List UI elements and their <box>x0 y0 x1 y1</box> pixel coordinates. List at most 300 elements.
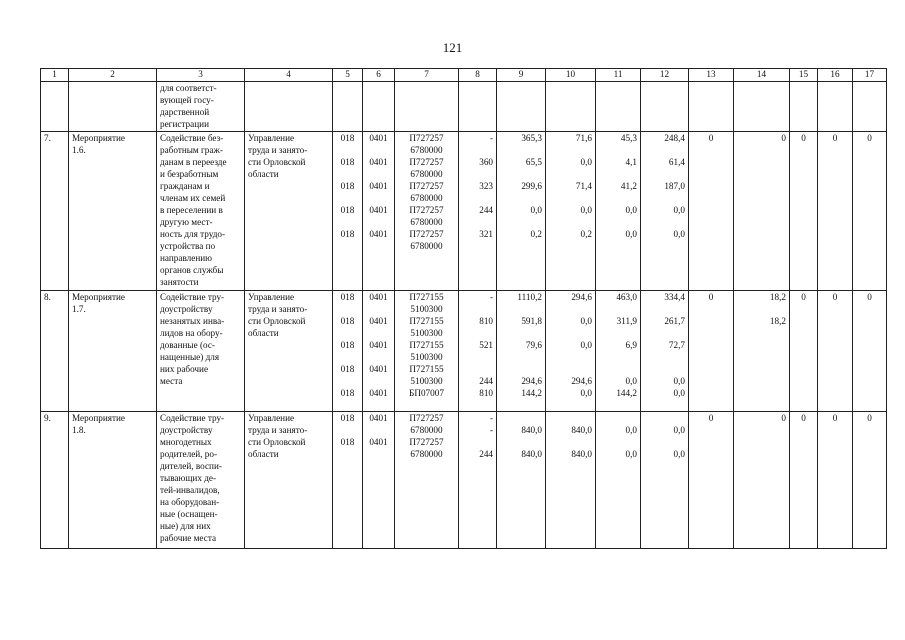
col-12-value <box>641 132 689 291</box>
cell-line: П727155 <box>409 316 444 326</box>
cell-line: членам их семей <box>160 193 226 203</box>
executor <box>245 291 333 412</box>
col-5-value <box>333 412 363 549</box>
cell-line: 5100300 <box>410 352 443 362</box>
cell-line: занятости <box>160 277 199 287</box>
col-10-value <box>546 132 596 291</box>
col-11-value <box>596 291 641 412</box>
col-13-value <box>689 291 734 412</box>
cell-line <box>500 192 542 204</box>
col-11-value <box>596 412 641 549</box>
cell-line: 334,4 <box>664 292 685 302</box>
cell-line: 0 <box>867 413 872 423</box>
col-8-value <box>459 412 497 549</box>
cell-line: области <box>248 449 279 459</box>
cell-line: 018 <box>340 133 355 143</box>
cell-line: 0 <box>708 133 714 143</box>
cell-line: 65,5 <box>525 157 542 167</box>
col-16-value <box>818 412 853 549</box>
row-number <box>41 291 69 412</box>
cell-line <box>462 351 493 363</box>
cell-line: 0,0 <box>580 388 592 398</box>
cell-line: в переселении в <box>160 205 223 215</box>
header-cell: 14 <box>734 69 790 82</box>
cell-line: 0401 <box>369 205 388 215</box>
cell-line: 0,0 <box>625 449 637 459</box>
cell-line: 323 <box>479 181 493 191</box>
col-10-value <box>546 412 596 549</box>
measure-name <box>69 291 157 412</box>
cell-line: 840,0 <box>571 449 592 459</box>
cell-line <box>500 351 542 363</box>
cell-line <box>366 375 391 387</box>
cell-line <box>500 144 542 156</box>
program-table <box>40 68 887 549</box>
cell-line <box>366 144 391 156</box>
header-cell: 8 <box>459 69 497 82</box>
cell-line: П727257 <box>409 205 444 215</box>
cell-line: 810 <box>479 388 493 398</box>
cell-line: 144,2 <box>616 388 637 398</box>
cell-line: области <box>248 328 279 338</box>
cell-line: 0401 <box>369 413 388 423</box>
cell-line: ные) для них <box>160 521 211 531</box>
cell-line: П727257 <box>409 181 444 191</box>
cell-line: 0 <box>832 292 838 302</box>
cell-line <box>462 216 493 228</box>
cell-line: дителей, воспи- <box>160 461 222 471</box>
cell-line: на оборудован- <box>160 497 220 507</box>
cell-line: Управление <box>248 133 295 143</box>
cell-line: БП07007 <box>409 388 444 398</box>
cell-line: 6780000 <box>410 449 443 459</box>
header-cell: 2 <box>69 69 157 82</box>
cell-line: лидов на обору- <box>160 328 223 338</box>
table-row <box>41 291 887 412</box>
cell-line: 018 <box>340 181 355 191</box>
measure-description <box>157 412 245 549</box>
cell-line: 0,0 <box>625 229 637 239</box>
col-9-value <box>497 291 546 412</box>
header-cell: 4 <box>245 69 333 82</box>
cell-line: доустройству <box>160 304 213 314</box>
cell-line: места <box>160 376 183 386</box>
cell-line: 0401 <box>369 437 388 447</box>
cell-line: 294,6 <box>521 376 542 386</box>
header-cell: 15 <box>790 69 818 82</box>
col-13-value <box>689 132 734 291</box>
col-15-value <box>790 291 818 412</box>
cell-line <box>366 168 391 180</box>
cell-line: устройства по <box>160 241 216 251</box>
cell-line: Мероприятие <box>72 133 125 143</box>
cell-line: регистрации <box>160 119 209 129</box>
cell-line <box>737 303 786 315</box>
header-cell: 12 <box>641 69 689 82</box>
executor <box>245 132 333 291</box>
col-6-value <box>363 132 395 291</box>
cell-line: П727257 <box>409 229 444 239</box>
col-5-value <box>333 291 363 412</box>
cell-line: многодетных <box>160 437 212 447</box>
cell-line: Управление <box>248 413 295 423</box>
cell-line: 0 <box>801 133 806 143</box>
col-10-value <box>546 291 596 412</box>
col-16-value <box>818 291 853 412</box>
cell-line <box>462 303 493 315</box>
measure-name <box>69 132 157 291</box>
cell-line <box>462 436 493 448</box>
col-14-value <box>734 132 790 291</box>
cell-line: 0,2 <box>580 229 592 239</box>
cell-line: 0 <box>708 292 714 302</box>
cell-line: гражданам и <box>160 181 210 191</box>
cell-line: 0,0 <box>580 205 592 215</box>
cell-line <box>644 363 685 375</box>
cell-line: 18,2 <box>769 292 786 302</box>
cell-line <box>336 375 359 387</box>
cell-line: работным граж- <box>160 145 223 155</box>
cell-line: 018 <box>340 340 355 350</box>
cell-line: 5100300 <box>410 328 443 338</box>
cell-line: 244 <box>479 449 493 459</box>
cell-line <box>336 303 359 315</box>
measure-description <box>157 291 245 412</box>
cell-line: 0,0 <box>625 376 637 386</box>
cell-line <box>599 168 637 180</box>
col-6-value <box>363 291 395 412</box>
col-14-value <box>734 291 790 412</box>
cell-line <box>500 303 542 315</box>
cell-line <box>644 351 685 363</box>
cell-line: Содействие без- <box>160 133 224 143</box>
cell-line: 72,7 <box>668 340 685 350</box>
cell-line: тывающих де- <box>160 473 217 483</box>
cell-line: 0,0 <box>625 425 637 435</box>
cell-line: 521 <box>479 340 493 350</box>
cell-line: - <box>489 413 493 423</box>
cell-line: доустройству <box>160 425 213 435</box>
col-17-value <box>853 412 887 549</box>
cell-line: 0401 <box>369 316 388 326</box>
cell-line: дарственной <box>160 107 210 117</box>
header-cell: 3 <box>157 69 245 82</box>
cell-line: 463,0 <box>616 292 637 302</box>
header-cell: 7 <box>395 69 459 82</box>
cell-line <box>644 192 685 204</box>
cell-line <box>599 412 637 424</box>
cell-line: рабочие места <box>160 533 217 543</box>
cell-line <box>599 303 637 315</box>
cell-line: ные (оснащен- <box>160 509 218 519</box>
cell-line: 0401 <box>369 388 388 398</box>
cell-line: 018 <box>340 229 355 239</box>
cell-line: Мероприятие <box>72 292 125 302</box>
cell-line: 1110,2 <box>517 292 542 302</box>
cell-line: 0,0 <box>580 316 592 326</box>
col-15-value <box>790 132 818 291</box>
cell-line: 18,2 <box>769 316 786 326</box>
col-16-value <box>818 132 853 291</box>
cell-line: 6780000 <box>410 425 443 435</box>
cell-line: Содействие тру- <box>160 292 225 302</box>
table-row <box>41 132 887 291</box>
cell-line <box>599 216 637 228</box>
cell-line <box>336 424 359 436</box>
cell-line: 1.8. <box>72 425 86 435</box>
cell-line: Содействие тру- <box>160 413 225 423</box>
col-11-value <box>596 132 641 291</box>
cell-line: 61,4 <box>668 157 685 167</box>
cell-line: области <box>248 169 279 179</box>
header-cell: 10 <box>546 69 596 82</box>
cell-line: 0,0 <box>625 205 637 215</box>
cell-line: дованные (ос- <box>160 340 215 350</box>
cell-line: 0,0 <box>673 449 685 459</box>
cell-line: для соответст- <box>160 83 217 93</box>
cell-line: 0 <box>781 413 786 423</box>
header-cell: 9 <box>497 69 546 82</box>
cell-line: П727257 <box>409 413 444 423</box>
cell-line: - <box>489 133 493 143</box>
cell-line: нащенные) для <box>160 352 220 362</box>
cell-line: и безработным <box>160 169 219 179</box>
cell-line <box>599 327 637 339</box>
cell-line <box>336 168 359 180</box>
cell-line <box>336 216 359 228</box>
cell-line <box>549 412 592 424</box>
cell-line: сти Орловской <box>248 316 306 326</box>
cell-line: 6780000 <box>410 169 443 179</box>
cell-line: труда и занято- <box>248 304 308 314</box>
header-cell: 13 <box>689 69 734 82</box>
cell-line: 6780000 <box>410 145 443 155</box>
page-number: 121 <box>442 40 463 55</box>
cell-line: 840,0 <box>571 425 592 435</box>
col-7-value <box>395 132 459 291</box>
cell-line: 5100300 <box>410 304 443 314</box>
col-12-value <box>641 412 689 549</box>
cell-line: 018 <box>340 292 355 302</box>
header-cell: 5 <box>333 69 363 82</box>
col-9-value <box>497 412 546 549</box>
header-row <box>41 69 887 82</box>
cell-line: 0,2 <box>530 229 542 239</box>
cell-line <box>366 351 391 363</box>
cell-line: труда и занято- <box>248 425 308 435</box>
cell-line <box>500 412 542 424</box>
cell-line: П727257 <box>409 157 444 167</box>
measure-description <box>157 132 245 291</box>
cell-line <box>599 363 637 375</box>
cell-line <box>549 363 592 375</box>
col-12-value <box>641 291 689 412</box>
cell-line: 0 <box>832 133 838 143</box>
cell-line: 311,9 <box>616 316 637 326</box>
cell-line <box>336 144 359 156</box>
cell-line: 0,0 <box>580 157 592 167</box>
table-row <box>41 412 887 549</box>
cell-line: 144,2 <box>521 388 542 398</box>
continuation-row <box>41 82 887 132</box>
cell-line: 6780000 <box>410 241 443 251</box>
cell-line: 244 <box>479 205 493 215</box>
cell-line <box>500 436 542 448</box>
cell-line: 810 <box>479 316 493 326</box>
cell-line: тей-инвалидов, <box>160 485 220 495</box>
cell-line: ность для трудо- <box>160 229 226 239</box>
cell-line: 71,4 <box>575 181 592 191</box>
cell-line: 018 <box>340 437 355 447</box>
cell-line <box>549 303 592 315</box>
cell-line: них рабочие <box>160 364 209 374</box>
cell-line: 0401 <box>369 157 388 167</box>
cell-line: 244 <box>479 376 493 386</box>
cell-line: - <box>489 425 493 435</box>
cell-line: другую мест- <box>160 217 213 227</box>
col-8-value <box>459 291 497 412</box>
cell-line: 79,6 <box>525 340 542 350</box>
cell-line: 0 <box>801 292 806 302</box>
col-14-value <box>734 412 790 549</box>
cell-line: 1.6. <box>72 145 86 155</box>
cell-line: сти Орловской <box>248 437 306 447</box>
cell-line: 294,6 <box>571 376 592 386</box>
cell-line: 0,0 <box>673 229 685 239</box>
cell-line: 6780000 <box>410 193 443 203</box>
col-9-value <box>497 132 546 291</box>
cell-line <box>644 168 685 180</box>
cell-line: 6,9 <box>625 340 637 350</box>
cell-line: 45,3 <box>620 133 637 143</box>
header-cell: 6 <box>363 69 395 82</box>
cell-line <box>549 216 592 228</box>
cell-line: вующей госу- <box>160 95 214 105</box>
cell-line: П727155 <box>409 364 444 374</box>
header-cell: 16 <box>818 69 853 82</box>
cell-line <box>366 192 391 204</box>
cell-line: 9. <box>44 413 51 423</box>
cell-line: 0,0 <box>530 205 542 215</box>
executor <box>245 412 333 549</box>
cell-line: 0 <box>708 413 714 423</box>
cell-line <box>549 144 592 156</box>
cell-line: направлению <box>160 253 213 263</box>
cell-line: 0,0 <box>673 376 685 386</box>
cell-line <box>366 216 391 228</box>
row-number <box>41 132 69 291</box>
cell-line: Управление <box>248 292 295 302</box>
cell-line <box>462 363 493 375</box>
cell-line <box>644 327 685 339</box>
cell-line: 018 <box>340 364 355 374</box>
cell-line: родителей, ро- <box>160 449 218 459</box>
cell-line <box>644 436 685 448</box>
cell-line <box>366 424 391 436</box>
cell-line: 187,0 <box>664 181 685 191</box>
cell-line <box>366 303 391 315</box>
cell-line <box>336 351 359 363</box>
cell-line: труда и занято- <box>248 145 308 155</box>
cell-line: 840,0 <box>521 449 542 459</box>
row-number <box>41 412 69 549</box>
cell-line <box>336 192 359 204</box>
cell-line: 261,7 <box>664 316 685 326</box>
cell-line: 0 <box>781 133 786 143</box>
cell-line: 0 <box>867 292 872 302</box>
header-cell: 1 <box>41 69 69 82</box>
cell-line: 591,8 <box>521 316 542 326</box>
cell-line: 840,0 <box>521 425 542 435</box>
cell-line <box>599 144 637 156</box>
cell-line <box>644 303 685 315</box>
col-6-value <box>363 412 395 549</box>
col-8-value <box>459 132 497 291</box>
cell-line: 0401 <box>369 340 388 350</box>
cell-line <box>644 144 685 156</box>
col-17-value <box>853 132 887 291</box>
cell-line: 0401 <box>369 133 388 143</box>
header-cell: 11 <box>596 69 641 82</box>
cell-line: 1.7. <box>72 304 86 314</box>
cell-line: 8. <box>44 292 51 302</box>
cell-line <box>366 327 391 339</box>
cell-line: органов службы <box>160 265 224 275</box>
cell-line <box>644 412 685 424</box>
cell-line: 7. <box>44 133 51 143</box>
cell-line <box>500 363 542 375</box>
cell-line <box>462 168 493 180</box>
cell-line <box>549 351 592 363</box>
cell-line: 365,3 <box>521 133 542 143</box>
cell-line <box>599 351 637 363</box>
cell-line: 0,0 <box>673 388 685 398</box>
cell-line: 360 <box>479 157 493 167</box>
cell-line: 0 <box>832 413 838 423</box>
cell-line <box>549 327 592 339</box>
cell-line: данам в переезде <box>160 157 227 167</box>
cell-line: П727155 <box>409 292 444 302</box>
header-cell: 17 <box>853 69 887 82</box>
cell-line: незанятых инва- <box>160 316 225 326</box>
cell-line <box>500 327 542 339</box>
continuation-text <box>157 82 245 132</box>
cell-line: 0 <box>867 133 872 143</box>
cell-line: 71,6 <box>575 133 592 143</box>
cell-line <box>599 436 637 448</box>
cell-line: 0401 <box>369 181 388 191</box>
cell-line: 321 <box>479 229 493 239</box>
cell-line: Мероприятие <box>72 413 125 423</box>
cell-line: 0 <box>801 413 806 423</box>
cell-line <box>549 192 592 204</box>
cell-line <box>599 192 637 204</box>
cell-line <box>644 216 685 228</box>
cell-line: 018 <box>340 316 355 326</box>
cell-line: 6780000 <box>410 217 443 227</box>
cell-line <box>462 144 493 156</box>
cell-line: 299,6 <box>521 181 542 191</box>
cell-line: 0401 <box>369 229 388 239</box>
cell-line: сти Орловской <box>248 157 306 167</box>
cell-line: П727257 <box>409 133 444 143</box>
col-5-value <box>333 132 363 291</box>
cell-line: 018 <box>340 205 355 215</box>
cell-line: 41,2 <box>620 181 637 191</box>
cell-line <box>462 192 493 204</box>
cell-line <box>336 327 359 339</box>
cell-line: 018 <box>340 413 355 423</box>
